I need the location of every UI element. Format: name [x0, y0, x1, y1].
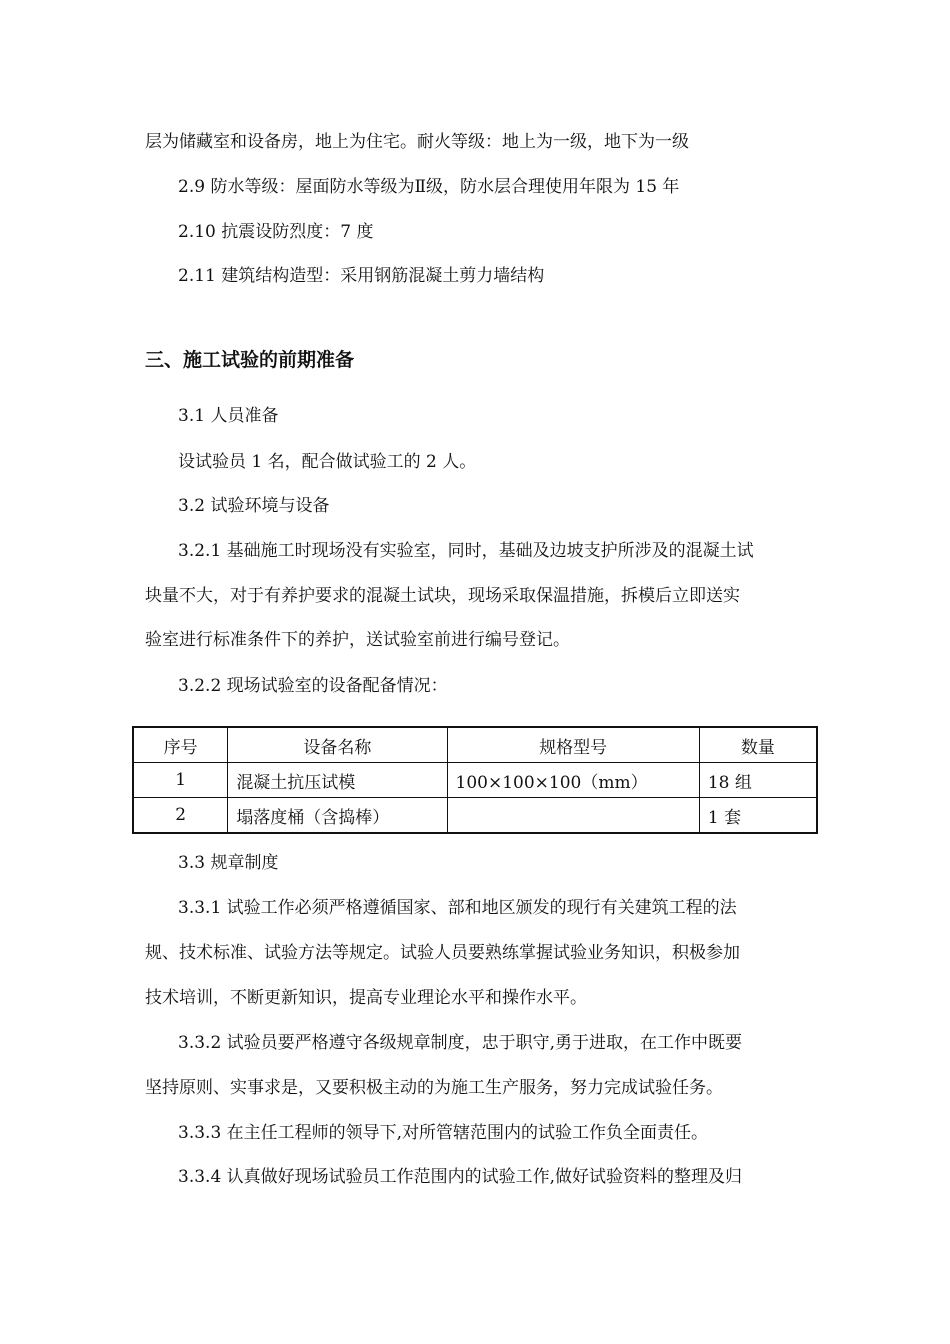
paragraph-line: 3.3.2 试验员要严格遵守各级规章制度，忠于职守,勇于进取，在工作中既要 [178, 1033, 743, 1053]
paragraph-line: 块量不大，对于有养护要求的混凝土试块，现场采取保温措施，拆模后立即送实 [145, 586, 740, 606]
paragraph-line: 2.9 防水等级：屋面防水等级为Ⅱ级，防水层合理使用年限为 15 年 [178, 177, 680, 197]
paragraph-line: 3.3.3 在主任工程师的领导下,对所管辖范围内的试验工作负全面责任。 [178, 1123, 709, 1143]
table-cell: 100×100×100（mm） [447, 763, 699, 798]
table-cell: 1 [133, 763, 228, 798]
paragraph-line: 技术培训，不断更新知识，提高专业理论水平和操作水平。 [145, 988, 587, 1008]
table-cell: 1 套 [699, 798, 817, 834]
table-cell [447, 798, 699, 834]
table-row [133, 798, 817, 834]
table-row [133, 763, 817, 798]
paragraph-line: 2.11 建筑结构造型：采用钢筋混凝土剪力墙结构 [178, 266, 545, 286]
table-cell: 塌落度桶（含捣棒） [228, 798, 447, 834]
paragraph-line: 3.3.4 认真做好现场试验员工作范围内的试验工作,做好试验资料的整理及归 [178, 1167, 743, 1187]
paragraph-line: 设试验员 1 名，配合做试验工的 2 人。 [178, 452, 477, 472]
header-cell-spec: 规格型号 [447, 727, 699, 763]
paragraph-line: 2.10 抗震设防烈度：7 度 [178, 222, 374, 242]
header-cell-qty: 数量 [699, 727, 817, 763]
paragraph-line: 3.2.2 现场试验室的设备配备情况： [178, 676, 448, 696]
paragraph-line: 3.2.1 基础施工时现场没有实验室，同时，基础及边坡支护所涉及的混凝土试 [178, 541, 754, 561]
paragraph-line: 3.3.1 试验工作必须严格遵循国家、部和地区颁发的现行有关建筑工程的法 [178, 898, 737, 918]
table-header-row [133, 727, 817, 763]
subsection-heading: 3.2 试验环境与设备 [178, 496, 330, 516]
paragraph-line: 层为储藏室和设备房，地上为住宅。耐火等级：地上为一级，地下为一级 [145, 132, 689, 152]
paragraph-line: 验室进行标准条件下的养护，送试验室前进行编号登记。 [145, 630, 570, 650]
section-heading: 三、施工试验的前期准备 [145, 349, 355, 371]
header-cell-name: 设备名称 [228, 727, 447, 763]
paragraph-line: 规、技术标准、试验方法等规定。试验人员要熟练掌握试验业务知识，积极参加 [145, 943, 740, 963]
subsection-heading: 3.3 规章制度 [178, 853, 279, 873]
table-cell: 混凝土抗压试模 [228, 763, 447, 798]
table-cell: 18 组 [699, 763, 817, 798]
paragraph-line: 坚持原则、实事求是，又要积极主动的为施工生产服务，努力完成试验任务。 [145, 1078, 723, 1098]
header-cell-no: 序号 [133, 727, 228, 763]
subsection-heading: 3.1 人员准备 [178, 406, 279, 426]
equipment-table [132, 726, 818, 834]
table-cell: 2 [133, 798, 228, 834]
